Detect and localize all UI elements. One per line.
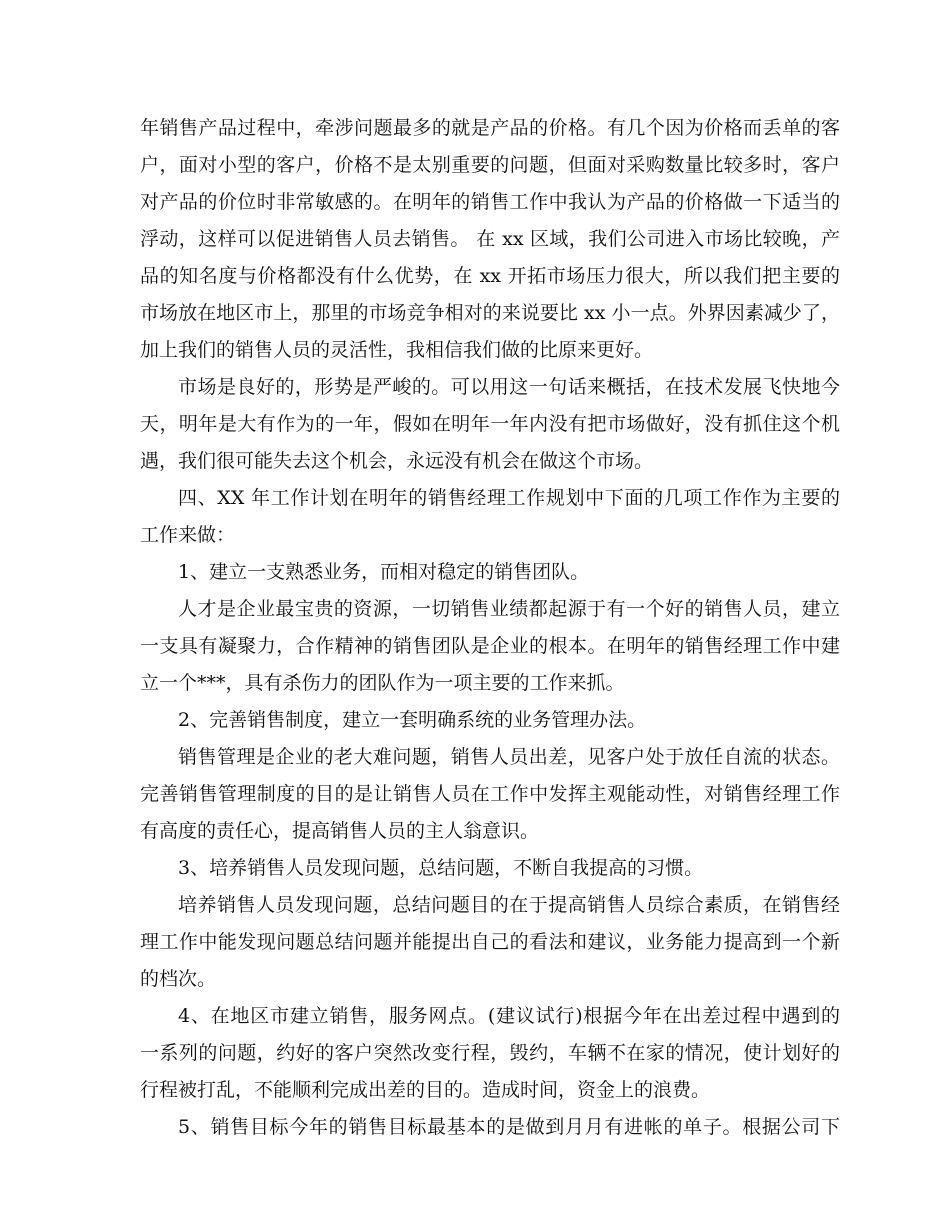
body-line: 对产品的价位时非常敏感的。在明年的销售工作中我认为产品的价格做一下适当的: [140, 191, 840, 213]
body-line: 销售管理是企业的老大难问题，销售人员出差，见客户处于放任自流的状态。: [178, 746, 840, 768]
body-line: 一系列的问题，约好的客户突然改变行程，毁约，车辆不在家的情况，使计划好的: [140, 1042, 840, 1064]
body-line: 市场是良好的，形势是严峻的。可以用这一句话来概括，在技术发展飞快地今: [178, 376, 840, 398]
body-line: 培养销售人员发现问题，总结问题目的在于提高销售人员综合素质，在销售经: [178, 894, 840, 916]
body-line: 行程被打乱，不能顺利完成出差的目的。造成时间，资金上的浪费。: [140, 1079, 711, 1101]
body-line: 户，面对小型的客户，价格不是太别重要的问题，但面对采购数量比较多时，客户: [140, 154, 840, 176]
list-item-heading: 3、培养销售人员发现问题，总结问题，不断自我提高的习惯。: [178, 857, 704, 879]
body-line: 有高度的责任心，提高销售人员的主人翁意识。: [140, 820, 540, 842]
section-heading-line: 工作来做：: [140, 524, 236, 546]
body-line: 理工作中能发现问题总结问题并能提出自己的看法和建议，业务能力提高到一个新: [140, 931, 840, 953]
body-line: 人才是企业最宝贵的资源，一切销售业绩都起源于有一个好的销售人员，建立: [178, 598, 840, 620]
section-heading-line: 四、XX 年工作计划在明年的销售经理工作规划中下面的几项工作作为主要的: [178, 487, 840, 509]
body-line: 市场放在地区市上，那里的市场竞争相对的来说要比 xx 小一点。外界因素减少了，: [140, 302, 840, 324]
body-line: 立一个***，具有杀伤力的团队作为一项主要的工作来抓。: [140, 672, 625, 694]
body-line: 完善销售管理制度的目的是让销售人员在工作中发挥主观能动性，对销售经理工作: [140, 783, 840, 805]
document-body: [140, 110, 840, 1146]
body-line: 浮动，这样可以促进销售人员去销售。 在 xx 区域，我们公司进入市场比较晚，产: [140, 228, 840, 250]
body-line: 的档次。: [140, 968, 217, 990]
body-line: 天，明年是大有作为的一年，假如在明年一年内没有把市场做好，没有抓住这个机: [140, 413, 840, 435]
body-line: 加上我们的销售人员的灵活性，我相信我们做的比原来更好。: [140, 339, 654, 361]
body-line: 年销售产品过程中，牵涉问题最多的就是产品的价格。有几个因为价格而丢单的客: [140, 117, 840, 139]
body-line: 品的知名度与价格都没有什么优势，在 xx 开拓市场压力很大，所以我们把主要的: [140, 265, 840, 287]
body-line: 一支具有凝聚力，合作精神的销售团队是企业的根本。在明年的销售经理工作中建: [140, 635, 840, 657]
list-item-heading: 2、完善销售制度，建立一套明确系统的业务管理办法。: [178, 709, 647, 731]
body-line: 遇，我们很可能失去这个机会，永远没有机会在做这个市场。: [140, 450, 654, 472]
list-item-heading: 5、销售目标今年的销售目标最基本的是做到月月有进帐的单子。根据公司下: [178, 1116, 840, 1138]
list-item-heading: 1、建立一支熟悉业务，而相对稳定的销售团队。: [178, 561, 590, 583]
list-item-heading: 4、在地区市建立销售，服务网点。(建议试行)根据今年在出差过程中遇到的: [178, 1005, 840, 1027]
